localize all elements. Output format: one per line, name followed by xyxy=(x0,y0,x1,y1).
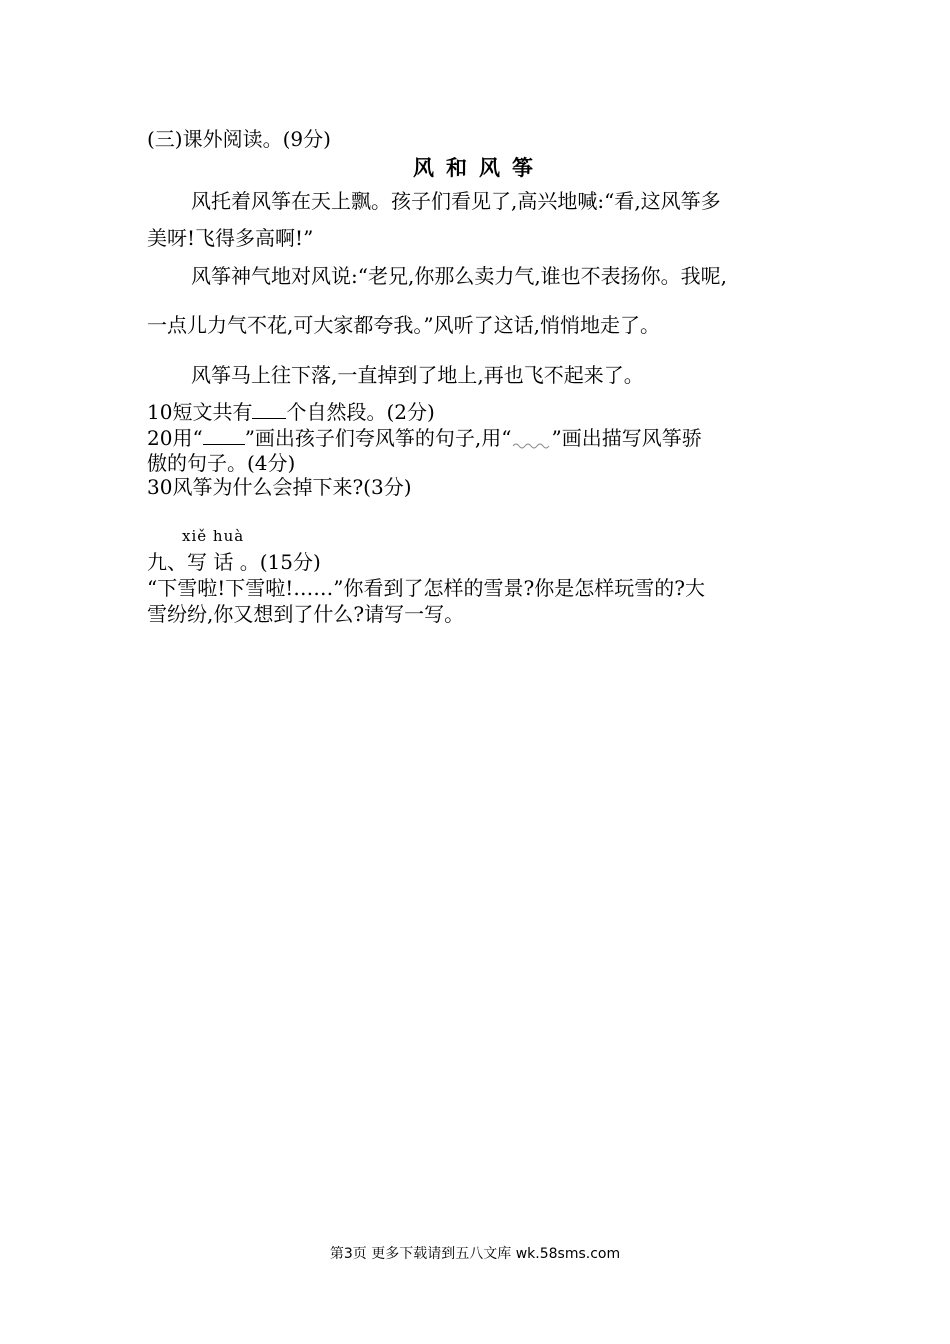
writing-prompt-line-1: “下雪啦!下雪啦!……”你看到了怎样的雪景?你是怎样玩雪的?大 xyxy=(147,576,705,600)
question-3: 30风筝为什么会掉下来?(3分) xyxy=(147,475,412,499)
passage-paragraph-2-line-2: 一点儿力气不花,可大家都夸我。”风听了这话,悄悄地走了。 xyxy=(147,313,660,337)
passage-paragraph-1-line-1: 风托着风筝在天上飘。孩子们看见了,高兴地喊:“看,这风筝多 xyxy=(191,189,721,213)
wavy-underline-sample xyxy=(512,436,552,450)
question-1-suffix: 个自然段。(2分) xyxy=(286,400,435,424)
straight-underline-sample xyxy=(203,424,245,445)
passage-paragraph-2-line-1: 风筝神气地对风说:“老兄,你那么卖力气,谁也不表扬你。我呢, xyxy=(191,264,728,288)
page-footer: 第3页 更多下载请到五八文库 wk.58sms.com xyxy=(329,1246,621,1262)
answer-blank xyxy=(252,398,286,419)
writing-heading: 九、写 话 。(15分) xyxy=(147,550,321,574)
passage-paragraph-1-line-2: 美呀!飞得多高啊!” xyxy=(147,226,314,250)
question-1-prefix: 10短文共有 xyxy=(147,400,253,424)
question-2-part-3: ”画出描写风筝骄 xyxy=(551,426,702,450)
passage-title: 风和风筝 xyxy=(413,155,545,180)
question-2-line-2: 傲的句子。(4分) xyxy=(147,451,296,475)
writing-prompt-line-2: 雪纷纷,你又想到了什么?请写一写。 xyxy=(147,602,465,626)
question-2-part-1: 20用“ xyxy=(147,426,203,450)
question-1 xyxy=(147,398,435,426)
section-header: (三)课外阅读。(9分) xyxy=(147,127,331,151)
question-2-part-2: ”画出孩子们夸风筝的句子,用“ xyxy=(244,426,512,450)
writing-pinyin: xiě huà xyxy=(182,527,245,545)
passage-paragraph-3-line-1: 风筝马上往下落,一直掉到了地上,再也飞不起来了。 xyxy=(191,363,644,387)
question-2-line-1 xyxy=(147,424,702,452)
